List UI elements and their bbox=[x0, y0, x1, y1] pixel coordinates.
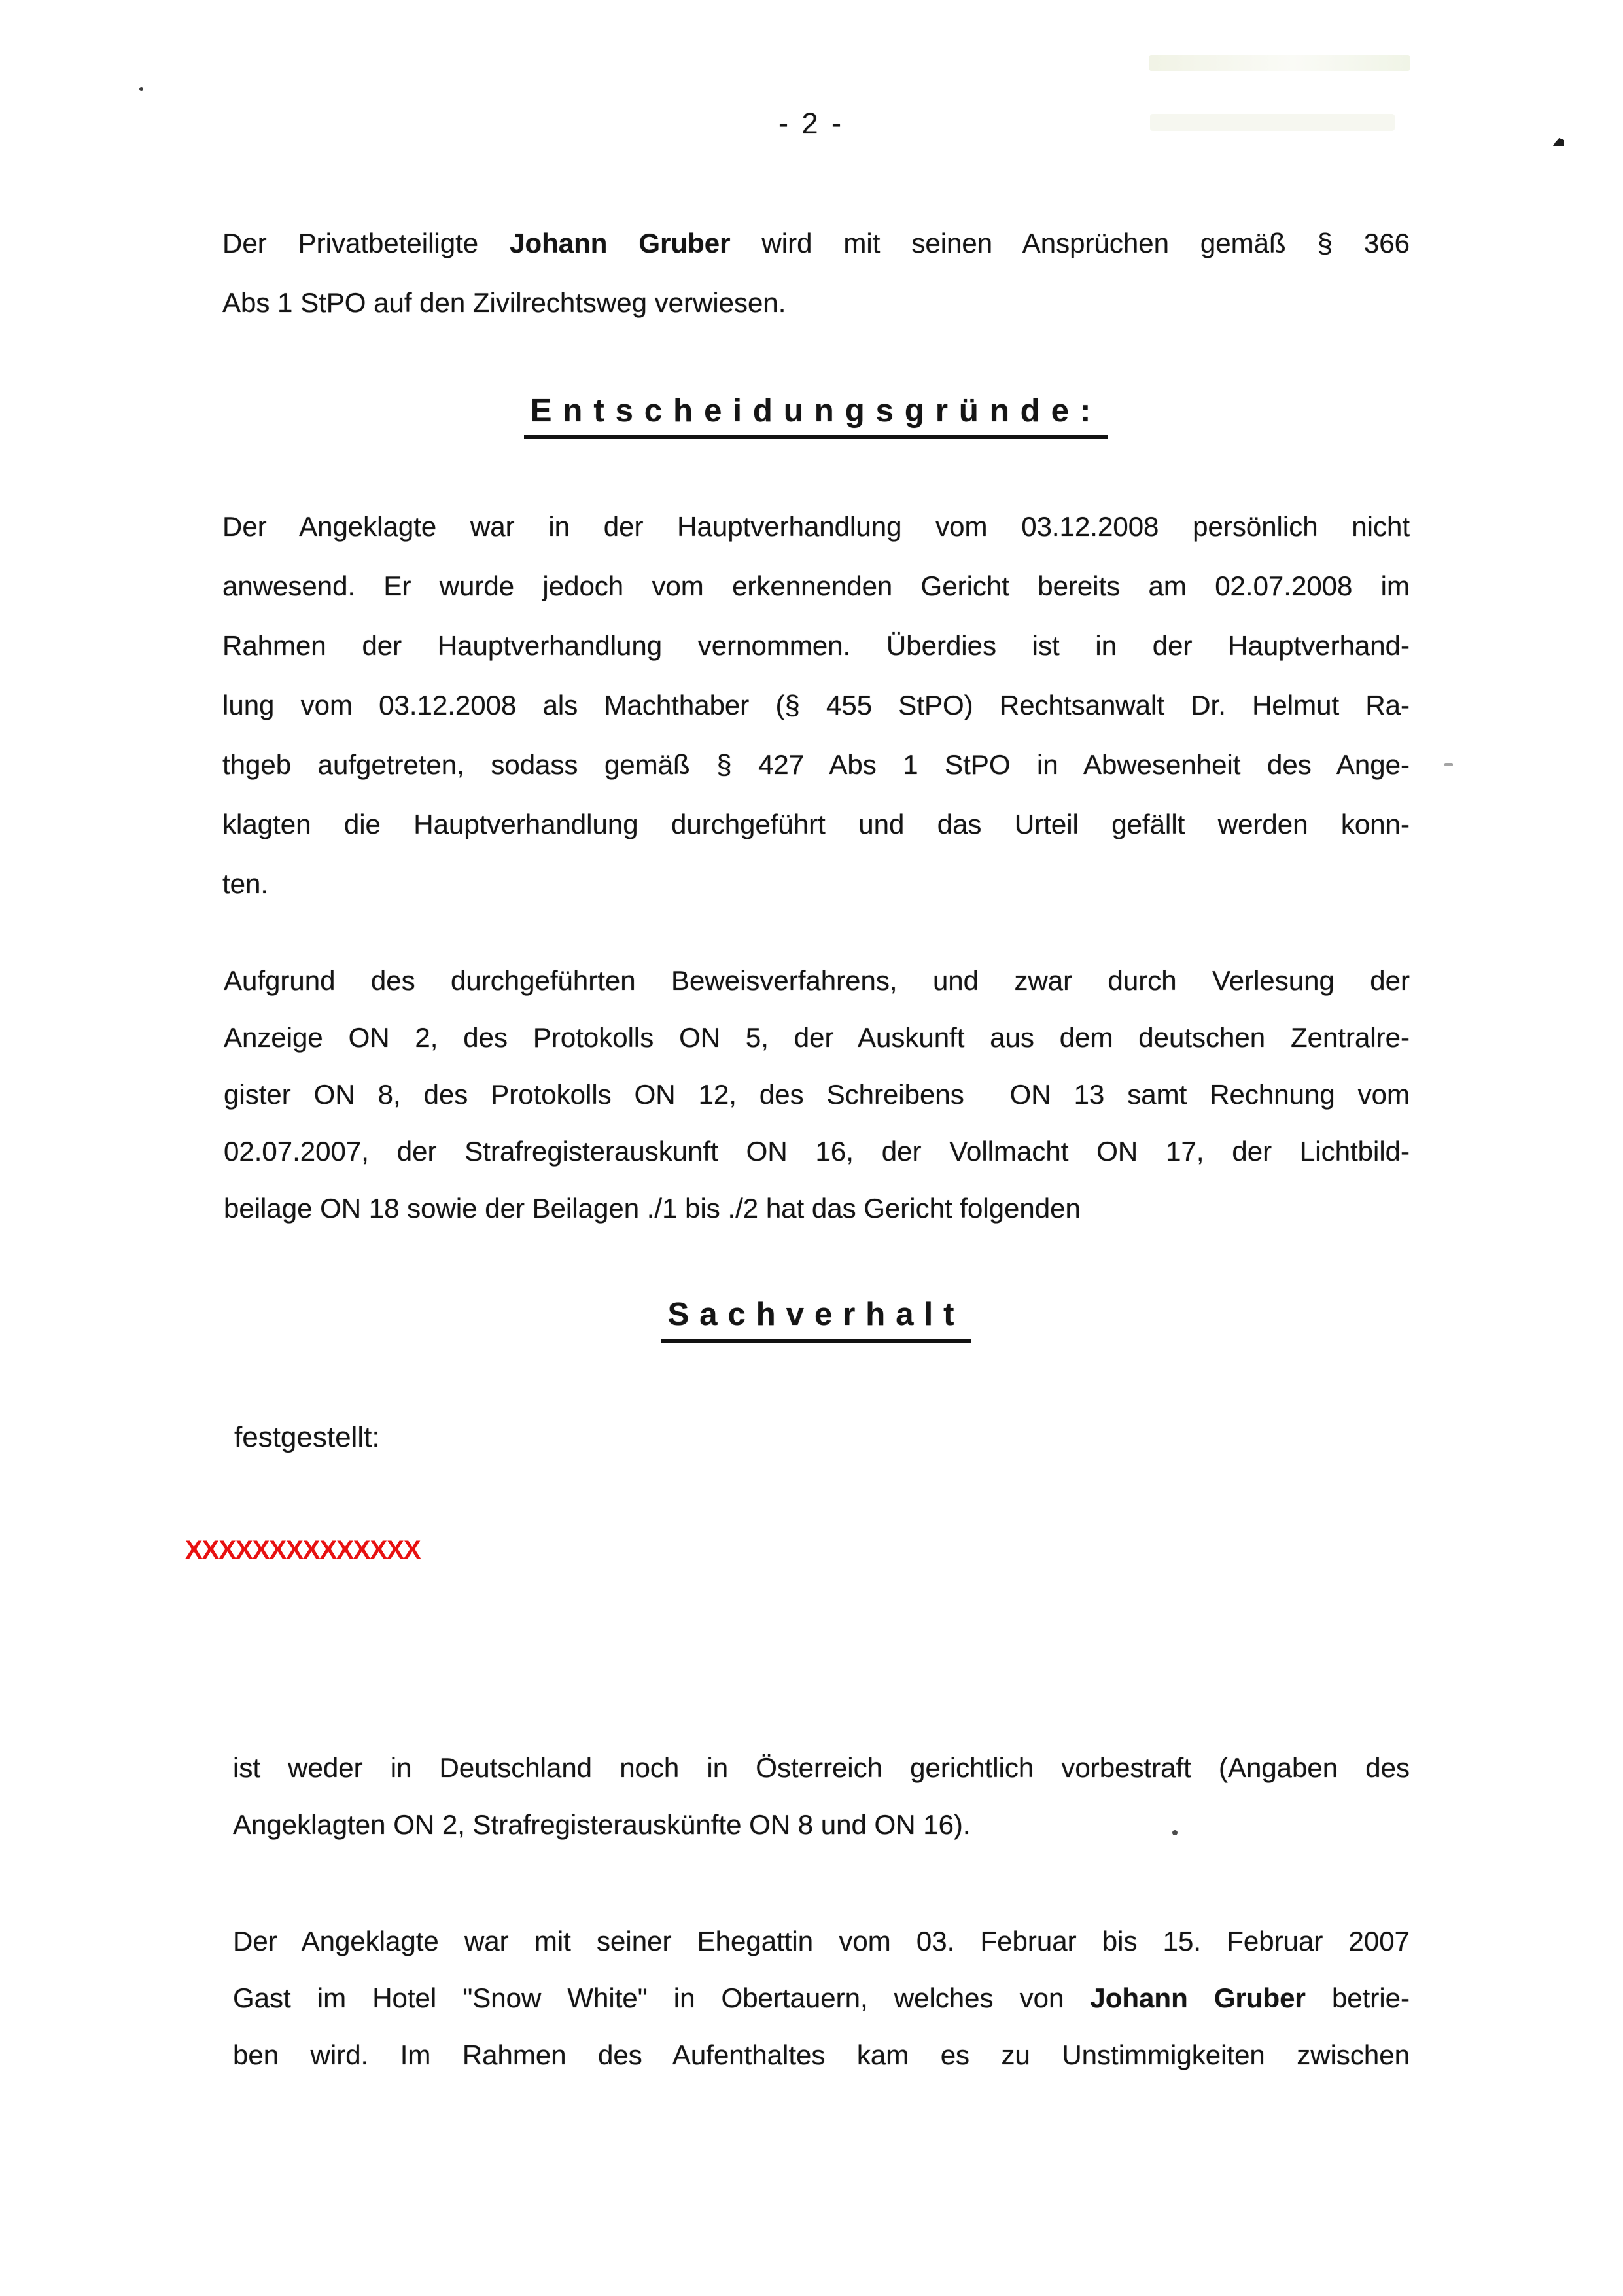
paragraph-line: ten. bbox=[222, 868, 269, 899]
line-text: betrie- bbox=[1305, 1983, 1410, 2013]
bold-name-johann-gruber: Johann Gruber bbox=[1090, 1983, 1306, 2013]
festgestellt-label: festgestellt: bbox=[234, 1421, 380, 1453]
heading-row bbox=[222, 395, 1410, 439]
paragraph-line: Der Angeklagte war mit seiner Ehegattin vom 03. Februar bis 15. Februar 2007 bbox=[233, 1926, 1410, 1956]
paragraph-line: ben wird. Im Rahmen des Aufenthaltes kam es zu Unstimmigkeiten zwischen bbox=[233, 2040, 1410, 2070]
heading-sachverhalt: Sachverhalt bbox=[661, 1299, 971, 1343]
whiteout-smudge bbox=[1149, 55, 1410, 71]
paragraph-line bbox=[222, 213, 1410, 273]
line-text: wird mit seinen Ansprüchen gemäß § 366 bbox=[730, 228, 1410, 258]
paragraph-line: Anzeige ON 2, des Protokolls ON 5, der Auskunft aus dem deutschen Zentralre- bbox=[224, 1022, 1410, 1053]
line-text: Der Privatbeteiligte bbox=[222, 228, 510, 258]
paragraph-line: Rahmen der Hauptverhandlung vernommen. Überdies ist in der Hauptverhand- bbox=[222, 630, 1410, 661]
paragraph-line bbox=[233, 1969, 1410, 2026]
paragraph-beweisverfahren bbox=[224, 952, 1410, 1237]
paragraph-line: Angeklagten ON 2, Strafregisterauskünfte ON 8 und ON 16). bbox=[233, 1809, 971, 1840]
paragraph-line: anwesend. Er wurde jedoch vom erkennenden Gericht bereits am 02.07.2008 im bbox=[222, 571, 1410, 601]
paragraph-hauptverhandlung bbox=[222, 497, 1410, 913]
paragraph-line: klagten die Hauptverhandlung durchgeführt und das Urteil gefällt werden konn- bbox=[222, 809, 1410, 839]
paragraph-line: beilage ON 18 sowie der Beilagen ./1 bis ./2 hat das Gericht folgenden bbox=[224, 1193, 1081, 1224]
paragraph-line: Der Angeklagte war in der Hauptverhandlung vom 03.12.2008 persönlich nicht bbox=[222, 511, 1410, 542]
heading-entscheidungsgruende: Entscheidungsgründe: bbox=[524, 395, 1109, 439]
paragraph-line: ist weder in Deutschland noch in Österreich gerichtlich vorbestraft (Angaben des bbox=[233, 1752, 1410, 1783]
scan-speck bbox=[1444, 763, 1453, 766]
redaction-x-row: XXXXXXXXXXXXXX bbox=[185, 1536, 421, 1564]
paragraph-line: Aufgrund des durchgeführten Beweisverfahrens, und zwar durch Verlesung der bbox=[224, 965, 1410, 996]
paragraph-verweisung bbox=[222, 213, 1410, 332]
paragraph-line: 02.07.2007, der Strafregisterauskunft ON 16, der Vollmacht ON 17, der Lichtbild- bbox=[224, 1136, 1410, 1167]
line-text: Gast im Hotel "Snow White" in Obertauern, welches von bbox=[233, 1983, 1091, 2013]
bold-name-johann-gruber: Johann Gruber bbox=[510, 228, 731, 258]
heading-row bbox=[222, 1299, 1410, 1343]
scan-speck bbox=[139, 87, 143, 91]
paragraph-line: thgeb aufgetreten, sodass gemäß § 427 Abs 1 StPO in Abwesenheit des Ange- bbox=[222, 749, 1410, 780]
paragraph-vorstrafen bbox=[233, 1739, 1410, 1853]
paragraph-line: Abs 1 StPO auf den Zivilrechtsweg verwiesen. bbox=[222, 287, 786, 318]
paragraph-hotelaufenthalt bbox=[233, 1913, 1410, 2083]
page-number: - 2 - bbox=[778, 107, 844, 140]
paragraph-line: lung vom 03.12.2008 als Machthaber (§ 455 StPO) Rechtsanwalt Dr. Helmut Ra- bbox=[222, 690, 1410, 720]
paragraph-line: gister ON 8, des Protokolls ON 12, des Schreibens ON 13 samt Rechnung vom bbox=[224, 1079, 1410, 1110]
